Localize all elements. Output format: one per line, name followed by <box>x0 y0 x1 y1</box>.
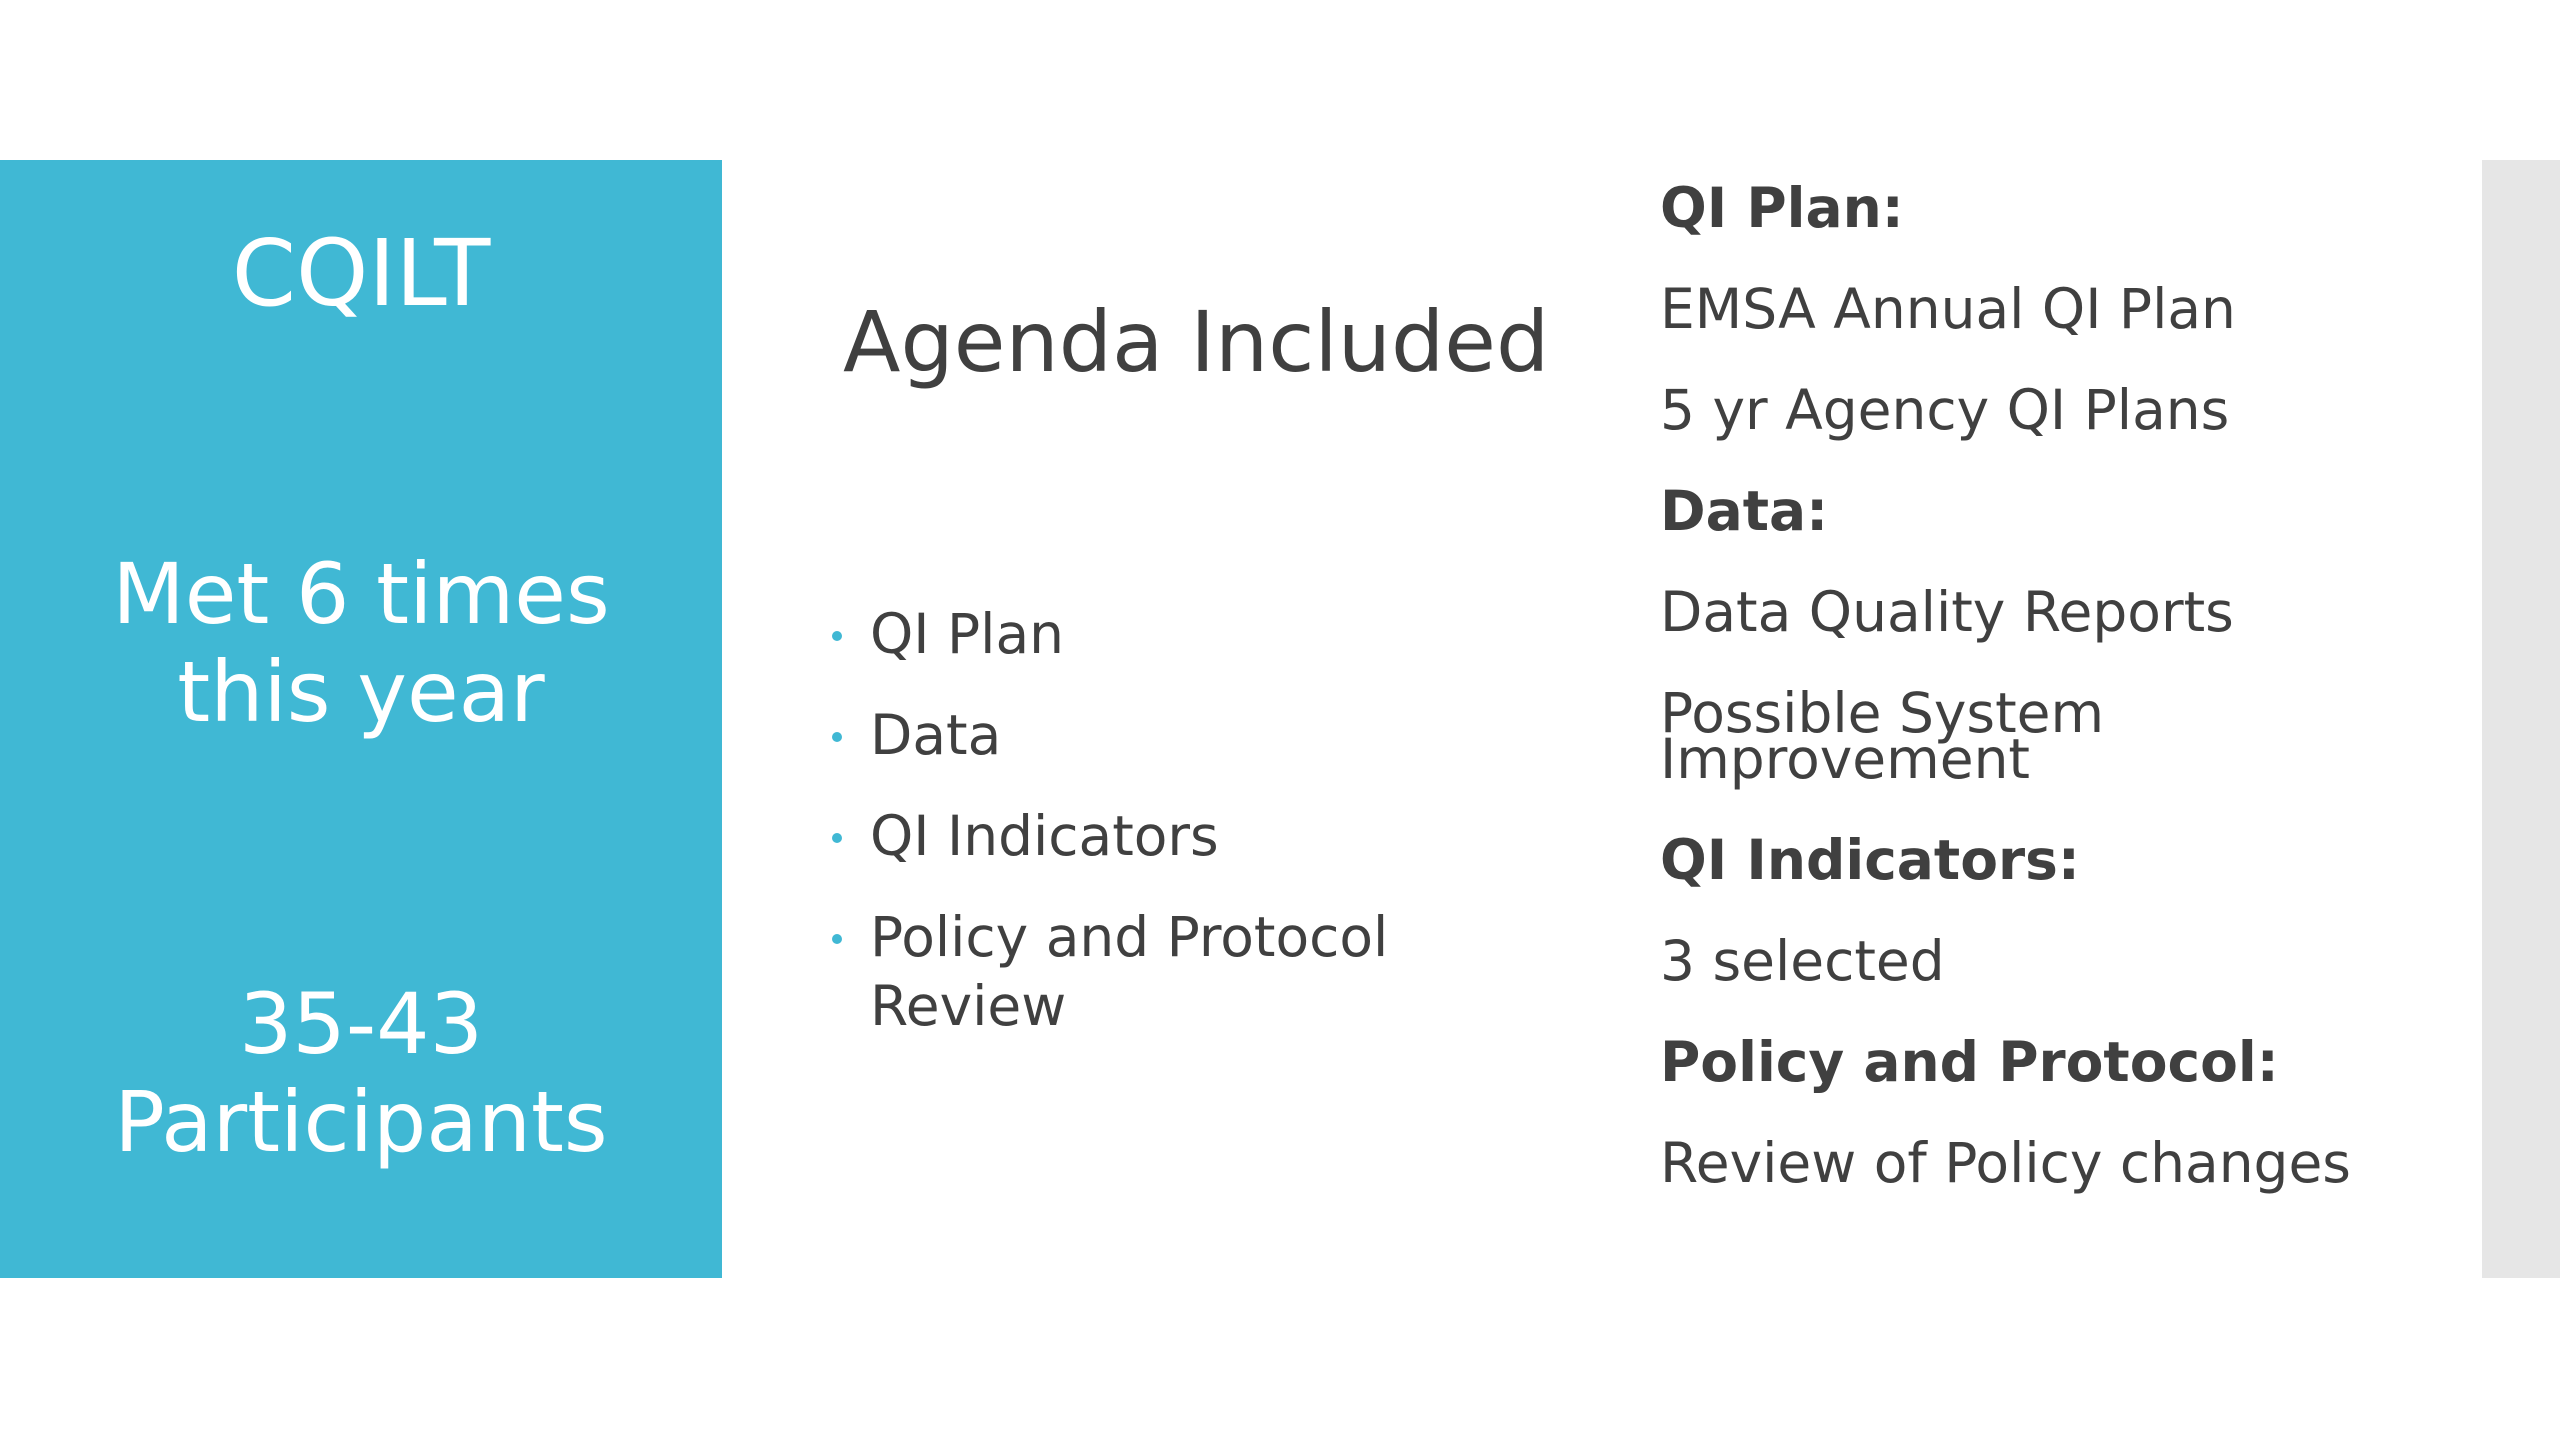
data-item: Possible System Improvement <box>1660 681 2105 791</box>
bullet-dot-icon <box>832 934 842 944</box>
qi-plan-heading: QI Plan: <box>1660 176 1904 240</box>
right-decor-strip <box>2482 160 2560 1278</box>
left-panel <box>0 160 722 1278</box>
policy-item: Review of Policy changes <box>1660 1131 2351 1195</box>
agenda-list <box>832 600 1572 1073</box>
policy-heading: Policy and Protocol: <box>1660 1030 2279 1094</box>
agenda-title: Agenda Included <box>843 293 1550 391</box>
participants-summary <box>0 975 722 1172</box>
agenda-item: QI Indicators <box>832 802 1572 871</box>
qi-plan-item: EMSA Annual QI Plan <box>1660 277 2236 341</box>
data-heading: Data: <box>1660 479 1829 543</box>
agenda-item: Data <box>832 701 1572 770</box>
agenda-item: Policy and Protocol Review <box>832 903 1572 1041</box>
qi-indicators-item: 3 selected <box>1660 929 1945 993</box>
meetings-line-2: this year <box>177 643 545 742</box>
bullet-dot-icon <box>832 732 842 742</box>
data-item: Data Quality Reports <box>1660 580 2234 644</box>
agenda-item: QI Plan <box>832 600 1572 669</box>
committee-title: CQILT <box>231 220 491 327</box>
qi-plan-item: 5 yr Agency QI Plans <box>1660 378 2230 442</box>
agenda-details <box>1660 176 2460 1241</box>
meetings-line-1: Met 6 times <box>112 545 610 643</box>
qi-indicators-heading: QI Indicators: <box>1660 828 2080 892</box>
bullet-dot-icon <box>832 631 842 641</box>
bullet-dot-icon <box>832 833 842 843</box>
meetings-summary <box>0 545 722 742</box>
participants-label: Participants <box>114 1073 608 1172</box>
participants-count: 35-43 <box>238 975 484 1073</box>
